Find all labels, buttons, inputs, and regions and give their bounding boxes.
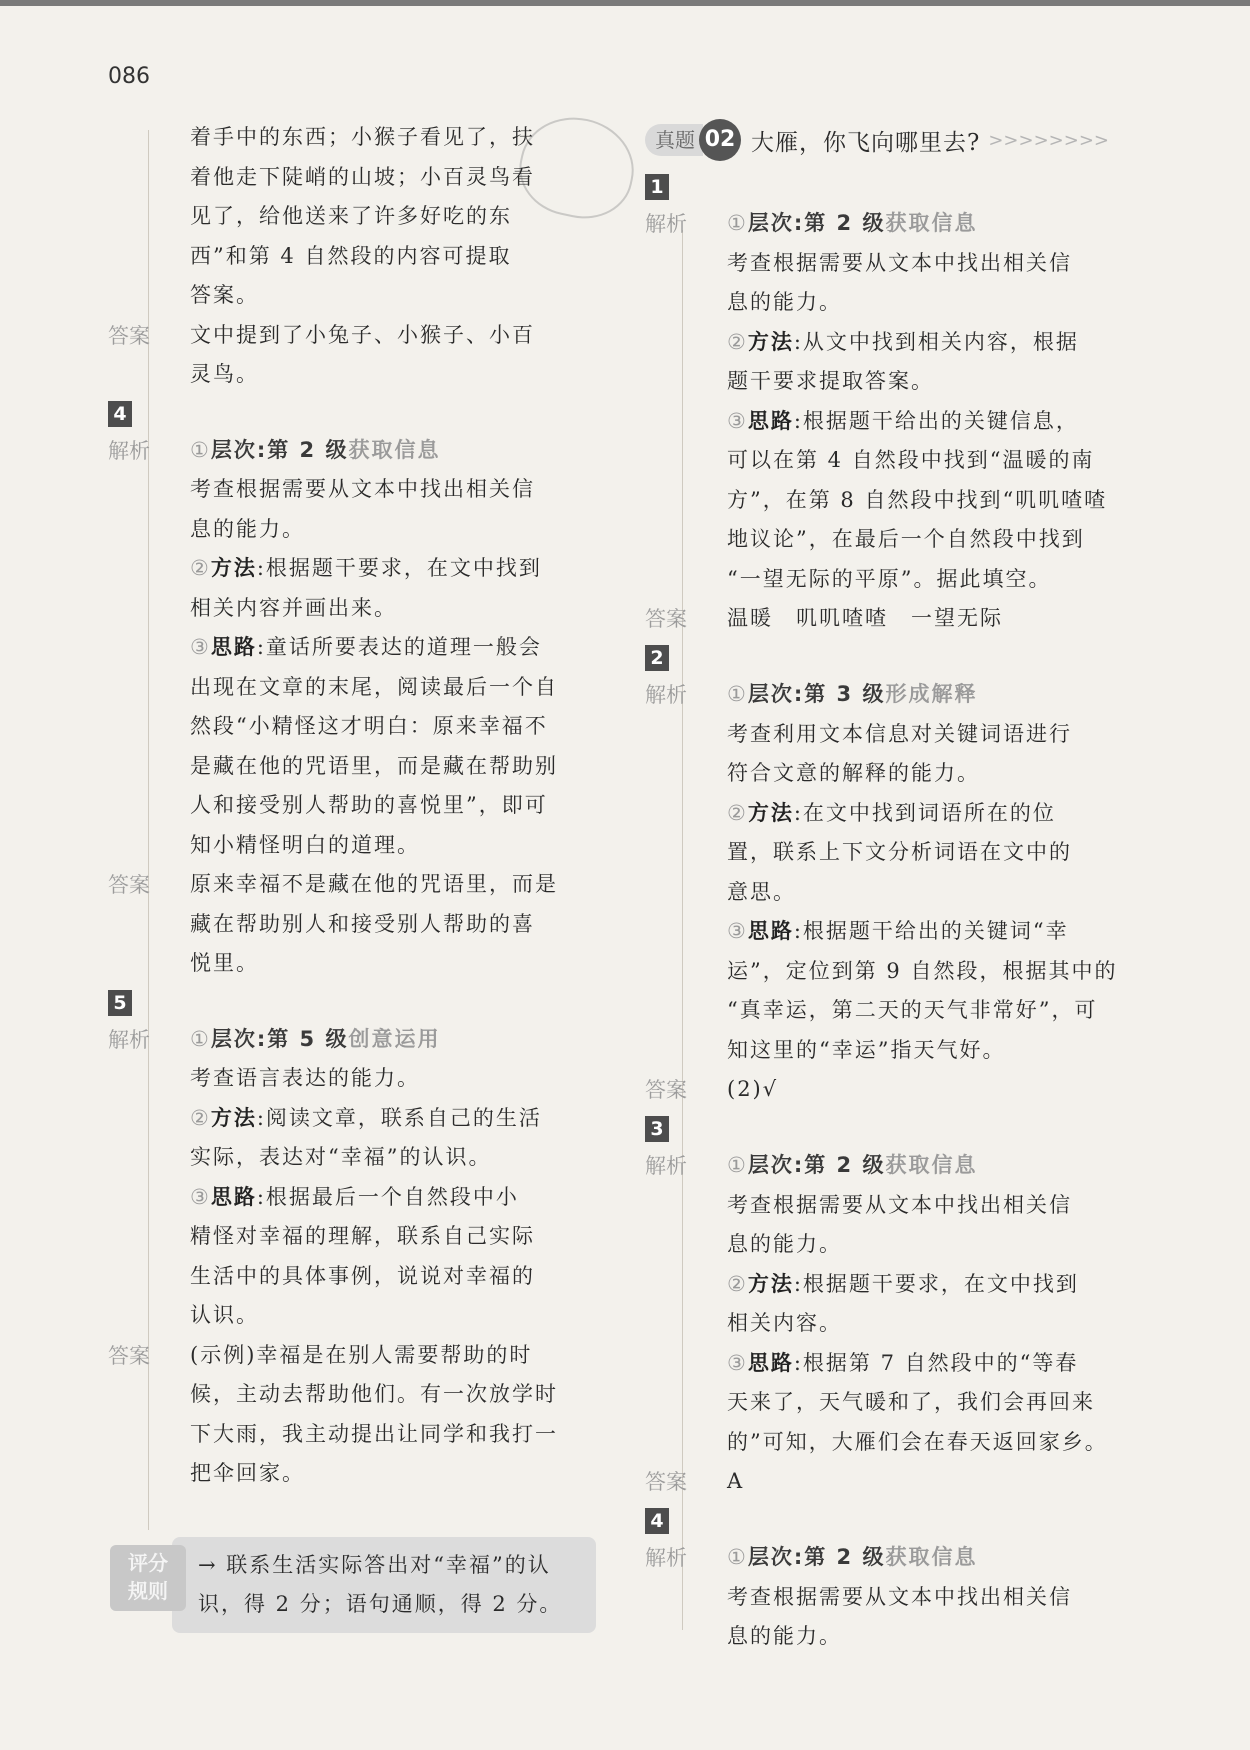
question-5-left	[108, 984, 596, 1494]
idea-line	[727, 560, 1130, 600]
desc-line: 息的能力。	[727, 1624, 842, 1648]
level-label: 层次	[210, 1026, 257, 1051]
question-1-right	[645, 168, 1130, 639]
answer-label: 答案	[645, 1078, 687, 1102]
method-label: 方法	[747, 329, 794, 354]
method-text: 相关内容。	[727, 1311, 842, 1335]
idea-line	[190, 1217, 596, 1257]
idea-text: 然段“小精怪这才明白：原来幸福不	[190, 714, 548, 738]
method-line	[727, 794, 1130, 834]
answer-body	[727, 599, 1130, 639]
section-header	[645, 118, 1130, 162]
level-text: :第 2 级	[793, 211, 886, 235]
circle-number-1: ①	[727, 211, 748, 235]
idea-text: 天来了，天气暖和了，我们会再回来	[727, 1390, 1095, 1414]
idea-text: “真幸运，第二天的天气非常好”，可	[727, 998, 1098, 1022]
section-title: 大雁，你飞向哪里去?	[751, 129, 981, 156]
idea-line	[190, 786, 596, 826]
idea-line	[190, 826, 596, 866]
idea-line	[190, 1296, 596, 1336]
method-line	[727, 362, 1130, 402]
scoring-rule-text	[198, 1546, 588, 1624]
question-4-left	[108, 395, 596, 984]
question-number-row	[108, 395, 596, 431]
answer-line: 藏在帮助别人和接受别人帮助的喜	[190, 911, 535, 936]
text-line: 答案。	[190, 283, 259, 307]
analysis-body	[727, 675, 1130, 1070]
method-line	[190, 1099, 596, 1139]
circle-number-2: ②	[190, 556, 211, 580]
idea-text: 是藏在他的咒语里，而是藏在帮助别	[190, 753, 558, 778]
idea-line	[727, 520, 1130, 560]
circle-number-2: ②	[190, 1105, 211, 1130]
level-text: :第 3 级	[793, 682, 886, 706]
desc-line: 考查根据需要从文本中找出相关信	[190, 477, 535, 501]
desc-line: 考查语言表达的能力。	[190, 1066, 420, 1090]
level-text: :第 2 级	[793, 1545, 886, 1569]
question-number: 3	[645, 1116, 669, 1142]
circle-number-2: ②	[727, 1271, 748, 1296]
analysis-body	[727, 1538, 1130, 1657]
analysis-block	[645, 204, 1130, 599]
idea-text: :根据题干给出的关键词“幸	[793, 919, 1069, 943]
method-label: 方法	[747, 800, 794, 825]
question-number: 4	[645, 1508, 669, 1534]
answer-text	[190, 316, 596, 395]
text-line: 着他走下陡峭的山坡；小百灵鸟看	[190, 164, 535, 189]
answer-label: 答案	[645, 607, 687, 631]
text-line: 识，得 2 分；语句通顺，得 2 分。	[198, 1592, 563, 1616]
answer-body	[190, 865, 596, 984]
question-number: 2	[645, 645, 669, 671]
question-2-right	[645, 639, 1130, 1110]
idea-text: 方”，在第 8 自然段中找到“叽叽喳喳	[727, 487, 1108, 512]
method-line	[727, 833, 1130, 873]
idea-line	[190, 707, 596, 747]
idea-text: “一望无际的平原”。据此填空。	[727, 566, 1052, 591]
method-text: :根据题干要求，在文中找到	[256, 556, 542, 580]
idea-line	[190, 668, 596, 708]
idea-line	[727, 952, 1130, 992]
level-text: :第 5 级	[256, 1026, 349, 1051]
level-label: 层次	[210, 437, 257, 462]
idea-line	[190, 628, 596, 668]
idea-text: :根据题干给出的关键信息，	[793, 408, 1079, 433]
method-line	[190, 1138, 596, 1178]
rule-label-line: 评分	[128, 1551, 168, 1575]
method-line	[727, 873, 1130, 913]
level-category: 获取信息	[885, 1545, 978, 1569]
text-line: 见了，给他送来了许多好吃的东	[190, 204, 512, 228]
scoring-rule-label	[110, 1545, 186, 1611]
left-column	[108, 118, 596, 1494]
intro-text	[190, 118, 596, 316]
level-line	[727, 204, 1130, 244]
level-category: 获取信息	[885, 1153, 978, 1177]
analysis-label: 解析	[645, 1154, 687, 1178]
method-label: 方法	[747, 1271, 794, 1296]
analysis-body	[190, 431, 596, 866]
circle-number-2: ②	[727, 329, 748, 354]
level-text: :第 2 级	[793, 1153, 886, 1177]
idea-line	[727, 991, 1130, 1031]
question-4-right	[645, 1502, 1130, 1657]
answer-body	[727, 1070, 1130, 1110]
circle-number-2: ②	[727, 800, 748, 825]
level-line	[190, 1020, 596, 1060]
level-label: 层次	[747, 1545, 794, 1569]
circle-number-3: ③	[727, 408, 748, 433]
analysis-body	[190, 1020, 596, 1336]
circle-number-3: ③	[727, 919, 748, 943]
right-column	[645, 118, 1130, 1657]
answer-line: 温暖 叽叽喳喳 一望无际	[727, 606, 1003, 630]
method-line	[727, 1265, 1130, 1305]
answer-block	[645, 599, 1130, 639]
answer-line: (示例)幸福是在别人需要帮助的时	[190, 1342, 533, 1367]
method-label: 方法	[210, 1105, 257, 1130]
idea-text: 人和接受别人帮助的喜悦里”，即可	[190, 793, 548, 817]
analysis-block	[645, 675, 1130, 1070]
answer-line: (2)√	[727, 1077, 779, 1101]
analysis-label: 解析	[108, 438, 150, 463]
answer-label: 答案	[645, 1470, 687, 1494]
analysis-label: 解析	[645, 212, 687, 236]
analysis-label: 解析	[108, 1027, 150, 1052]
idea-text: 生活中的具体事例，说说对幸福的	[190, 1263, 535, 1288]
question-number-row	[645, 1110, 1130, 1146]
method-text: 意思。	[727, 879, 796, 904]
analysis-block	[108, 431, 596, 866]
circle-number-1: ①	[727, 682, 748, 706]
circle-number-1: ①	[190, 437, 211, 462]
idea-line	[727, 441, 1130, 481]
desc-line: 息的能力。	[190, 516, 305, 541]
idea-line	[727, 1344, 1130, 1384]
circle-number-1: ①	[190, 1026, 211, 1051]
idea-text: :根据第 7 自然段中的“等春	[793, 1350, 1079, 1375]
method-text: 实际，表达对“幸福”的认识。	[190, 1145, 492, 1169]
method-text: 相关内容并画出来。	[190, 595, 397, 620]
answer-line: 悦里。	[190, 951, 259, 975]
idea-text: 知这里的“幸运”指天气好。	[727, 1037, 1006, 1062]
idea-line	[727, 481, 1130, 521]
answer-block	[645, 1462, 1130, 1502]
text-line: 文中提到了小兔子、小猴子、小百	[190, 322, 535, 347]
level-text: :第 2 级	[256, 437, 349, 462]
desc-line: 息的能力。	[727, 290, 842, 314]
idea-text: :根据最后一个自然段中小	[256, 1184, 519, 1209]
analysis-body	[727, 1146, 1130, 1462]
idea-line	[727, 402, 1130, 442]
idea-line	[727, 1383, 1130, 1423]
desc-line: 考查根据需要从文本中找出相关信	[727, 1192, 1072, 1217]
idea-text: 认识。	[190, 1303, 259, 1327]
question-number-row	[645, 1502, 1130, 1538]
page-number: 086	[108, 64, 150, 89]
idea-line	[727, 912, 1130, 952]
circle-number-1: ①	[727, 1153, 748, 1177]
idea-text: :童话所要表达的道理一般会	[256, 635, 542, 659]
idea-line	[190, 747, 596, 787]
idea-line	[190, 1257, 596, 1297]
circle-number-3: ③	[190, 1184, 211, 1209]
method-label: 方法	[210, 556, 257, 580]
level-category: 获取信息	[885, 211, 978, 235]
desc-line: 符合文意的解释的能力。	[727, 761, 980, 785]
method-text: 题干要求提取答案。	[727, 369, 934, 393]
method-text: :阅读文章，联系自己的生活	[256, 1105, 542, 1130]
question-number-row	[645, 639, 1130, 675]
method-text: 置，联系上下文分析词语在文中的	[727, 840, 1072, 864]
idea-text: 的”可知，大雁们会在春天返回家乡。	[727, 1429, 1108, 1454]
level-label: 层次	[747, 211, 794, 235]
method-line	[190, 549, 596, 589]
idea-text: 出现在文章的末尾，阅读最后一个自	[190, 674, 558, 699]
idea-text: 运”，定位到第 9 自然段，根据其中的	[727, 958, 1118, 983]
text-line: 着手中的东西；小猴子看见了，扶	[190, 125, 535, 149]
level-category: 形成解释	[885, 682, 978, 706]
analysis-body	[727, 204, 1130, 599]
question-number-row	[108, 984, 596, 1020]
answer-block	[108, 1336, 596, 1494]
answer-line: 原来幸福不是藏在他的咒语里，而是	[190, 872, 558, 896]
idea-line	[727, 1031, 1130, 1071]
method-line	[727, 323, 1130, 363]
idea-text: 精怪对幸福的理解，联系自己实际	[190, 1224, 535, 1248]
question-number: 1	[645, 174, 669, 200]
circle-number-3: ③	[190, 635, 211, 659]
idea-label: 思路	[210, 635, 257, 659]
level-label: 层次	[747, 1153, 794, 1177]
idea-text: 可以在第 4 自然段中找到“温暖的南	[727, 448, 1095, 472]
rule-label-line: 规则	[128, 1579, 168, 1603]
idea-line	[727, 1423, 1130, 1463]
level-line	[727, 675, 1130, 715]
desc-line: 考查根据需要从文本中找出相关信	[727, 250, 1072, 275]
section-number: 02	[699, 119, 741, 161]
question-number: 4	[108, 401, 132, 427]
method-line	[727, 1304, 1130, 1344]
arrows-decoration: >>>>>>>>	[988, 129, 1109, 151]
answer-line: A	[727, 1469, 745, 1493]
desc-line: 息的能力。	[727, 1232, 842, 1256]
answer-label: 答案	[108, 873, 150, 897]
idea-label: 思路	[747, 1350, 794, 1375]
level-line	[190, 431, 596, 471]
idea-text: 地议论”，在最后一个自然段中找到	[727, 527, 1085, 551]
answer-line: 下大雨，我主动提出让同学和我打一	[190, 1421, 558, 1446]
desc-line: 考查根据需要从文本中找出相关信	[727, 1584, 1072, 1609]
idea-label: 思路	[210, 1184, 257, 1209]
answer-block	[108, 865, 596, 984]
analysis-label: 解析	[645, 1546, 687, 1570]
circle-number-1: ①	[727, 1545, 748, 1569]
answer-block	[645, 1070, 1130, 1110]
answer3-block	[108, 316, 596, 395]
method-text: :在文中找到词语所在的位	[793, 800, 1056, 825]
idea-text: 知小精怪明白的道理。	[190, 832, 420, 857]
level-category: 获取信息	[348, 437, 441, 462]
analysis-block	[645, 1538, 1130, 1657]
question-number: 5	[108, 990, 132, 1016]
answer-label: 答案	[108, 1343, 150, 1368]
method-text: :根据题干要求，在文中找到	[793, 1271, 1079, 1296]
text-line: → 联系生活实际答出对“幸福”的认	[198, 1553, 551, 1577]
answer-line: 把伞回家。	[190, 1461, 305, 1485]
analysis-block	[108, 1020, 596, 1336]
answer-line: 候，主动去帮助他们。有一次放学时	[190, 1382, 558, 1406]
level-category: 创意运用	[348, 1026, 441, 1051]
analysis-label: 解析	[645, 683, 687, 707]
level-label: 层次	[747, 682, 794, 706]
circle-number-3: ③	[727, 1350, 748, 1375]
idea-line	[190, 1178, 596, 1218]
level-line	[727, 1146, 1130, 1186]
desc-line: 考查利用文本信息对关键词语进行	[727, 721, 1072, 746]
method-text: :从文中找到相关内容，根据	[793, 329, 1079, 354]
method-line	[190, 589, 596, 629]
text-line: 灵鸟。	[190, 362, 259, 386]
top-border	[0, 0, 1250, 6]
idea-label: 思路	[747, 919, 794, 943]
answer-body	[190, 1336, 596, 1494]
question-number-row	[645, 168, 1130, 204]
answer-body	[727, 1462, 1130, 1502]
answer-label: 答案	[108, 323, 150, 348]
idea-label: 思路	[747, 408, 794, 433]
intro-block	[108, 118, 596, 316]
analysis-block	[645, 1146, 1130, 1462]
level-line	[727, 1538, 1130, 1578]
question-3-right	[645, 1110, 1130, 1502]
text-line: 西”和第 4 自然段的内容可提取	[190, 243, 512, 268]
section-tag: 真题	[645, 124, 703, 156]
